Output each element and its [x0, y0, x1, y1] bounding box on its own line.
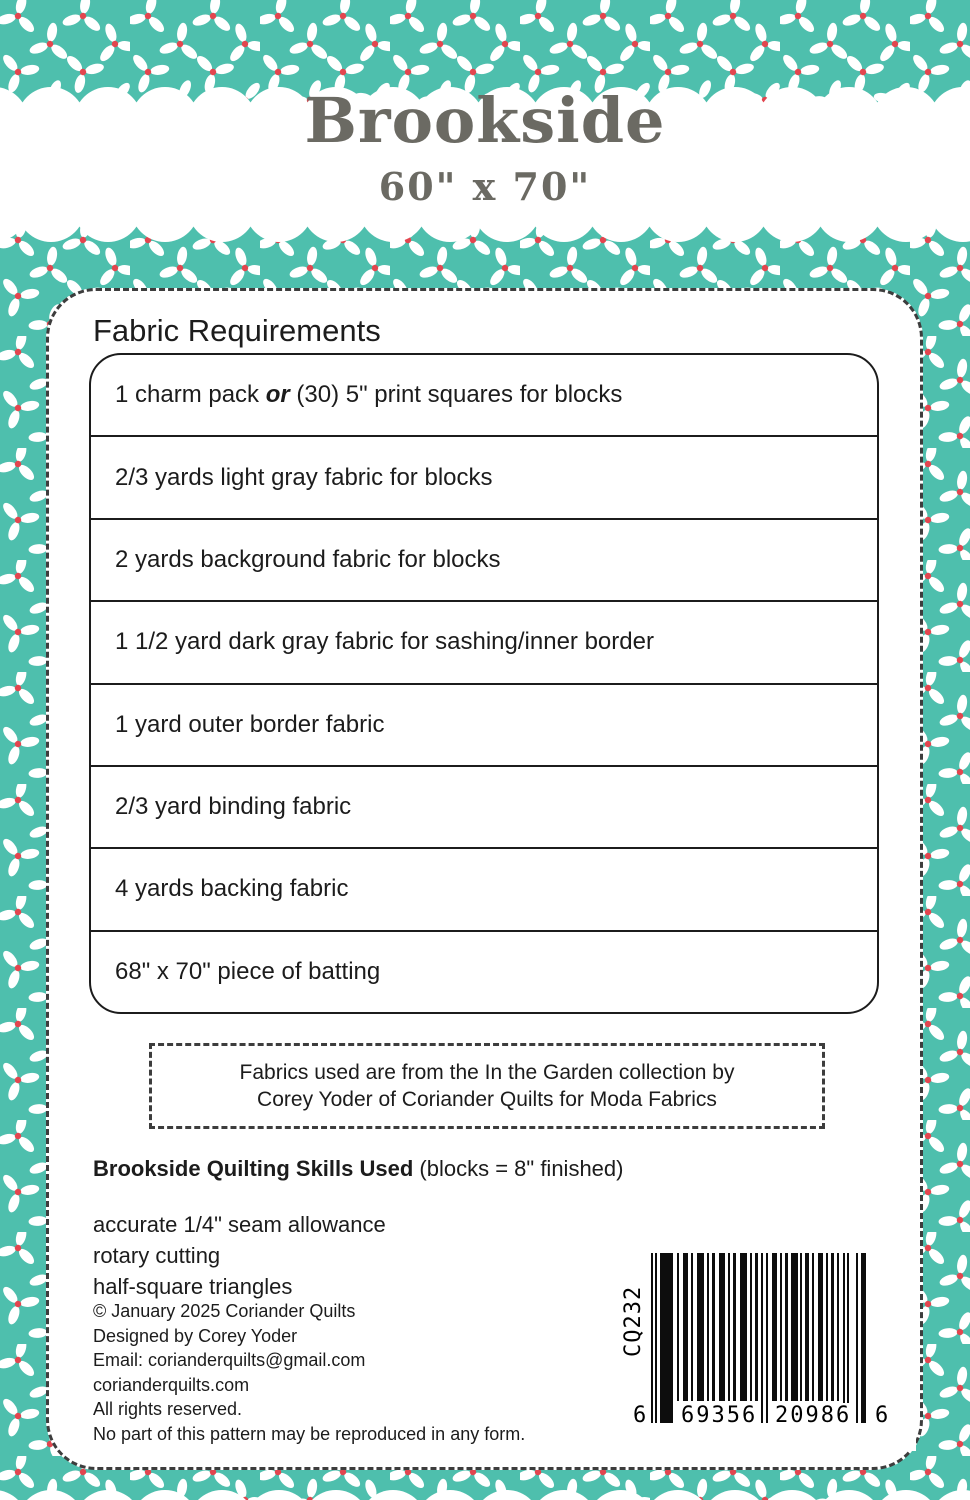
barcode-digits-group: 69356 — [681, 1403, 758, 1428]
fabric-row: 1 1/2 yard dark gray fabric for sashing/inner border — [91, 600, 877, 682]
skills-heading — [93, 1155, 623, 1183]
skills-heading-bold: Brookside Quilting Skills Used — [93, 1156, 414, 1181]
note-line: Fabrics used are from the In the Garden collection by — [239, 1061, 735, 1084]
fabric-requirements-table — [89, 353, 879, 1014]
fabric-requirements-heading: Fabric Requirements — [93, 313, 381, 348]
fabric-row: 4 yards backing fabric — [91, 847, 877, 929]
copyright-line: No part of this pattern may be reproduced in any form. — [93, 1423, 526, 1444]
pattern-size: 60" x 70" — [378, 164, 592, 209]
skills-heading-rest: (blocks = 8" finished) — [413, 1156, 624, 1181]
fabric-row: 2 yards background fabric for blocks — [91, 518, 877, 600]
copyright-line: © January 2025 Coriander Quilts — [93, 1301, 356, 1321]
barcode — [611, 1241, 916, 1451]
barcode-digits-group: 20986 — [775, 1403, 852, 1428]
fabric-row: 1 yard outer border fabric — [91, 683, 877, 765]
skills-item: rotary cutting — [93, 1243, 221, 1268]
barcode-bars — [651, 1253, 875, 1425]
main-panel — [46, 288, 923, 1470]
copyright-line: Designed by Corey Yoder — [93, 1325, 298, 1346]
fabric-row: 68" x 70" piece of batting — [91, 930, 877, 1012]
barcode-digit: 6 — [633, 1403, 649, 1428]
note-line: Corey Yoder of Coriander Quilts for Moda Fabrics — [257, 1088, 717, 1111]
fabric-row: 2/3 yard binding fabric — [91, 765, 877, 847]
or-emphasis: or — [265, 381, 290, 409]
copyright-line: Email: corianderquilts@gmail.com — [93, 1350, 366, 1370]
copyright-block — [93, 1299, 525, 1446]
skills-list — [93, 1209, 386, 1302]
skills-item: accurate 1/4" seam allowance — [93, 1212, 386, 1237]
fabric-row — [91, 355, 877, 435]
copyright-line: All rights reserved. — [93, 1399, 243, 1419]
pattern-title: Brookside — [304, 84, 666, 157]
fabric-collection-note — [149, 1043, 825, 1129]
fabric-row: 2/3 yards light gray fabric for blocks — [91, 435, 877, 517]
barcode-sku: CQ232 — [621, 1285, 646, 1357]
barcode-digit: 6 — [875, 1403, 891, 1428]
skills-item: half-square triangles — [93, 1274, 293, 1299]
fabric-row-text: 1 charm pack or (30) 5" print squares for blocks — [115, 381, 623, 409]
copyright-line: corianderquilts.com — [93, 1374, 250, 1395]
